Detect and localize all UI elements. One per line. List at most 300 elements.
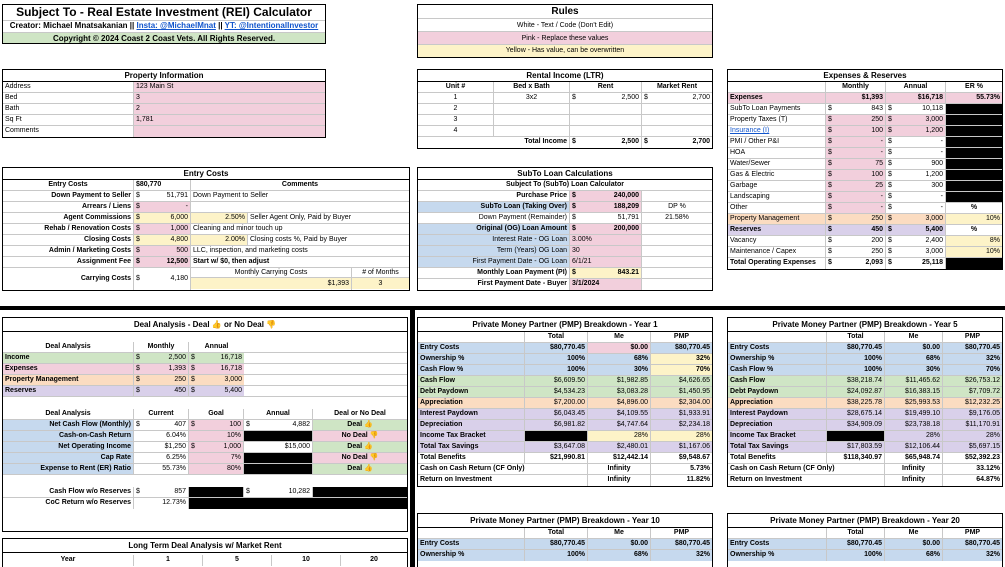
market-rent-field[interactable]: [642, 126, 712, 136]
exp-annual: [886, 247, 946, 257]
amount: -: [880, 193, 883, 200]
pmi-field[interactable]: [826, 137, 886, 147]
rental-header: Bed x Bath: [494, 82, 570, 92]
lt-header: 20: [370, 556, 378, 563]
exp-annual: [886, 203, 946, 213]
dollar-sign: $: [828, 138, 832, 145]
maintenance-pct-field[interactable]: 10%: [946, 247, 1002, 257]
unit-number: 1: [418, 93, 494, 103]
pmp-me: Infinity: [885, 464, 943, 474]
months-header: # of Months: [352, 268, 409, 278]
pmp-me: Infinity: [885, 475, 943, 486]
market-rent-field[interactable]: [642, 93, 712, 103]
entry-comment[interactable]: Start w/ $0, then adjust: [193, 258, 270, 265]
prop-label: Sq Ft: [3, 115, 134, 125]
dollar-sign: $: [888, 204, 892, 211]
deal-label: Expense to Rent (ER) Ratio: [3, 464, 134, 474]
thumbs-down-icon: 👎: [266, 320, 277, 329]
pmp-header: PMP: [964, 333, 981, 340]
dollar-sign: $: [888, 116, 892, 123]
dollar-sign: $: [136, 488, 140, 495]
pmp-total: $17,803.59: [827, 442, 885, 452]
entry-label: Assignment Fee: [3, 257, 134, 267]
deal-label: Net Cash Flow (Monthly): [3, 420, 134, 430]
empty-cell: [418, 332, 525, 342]
admin-field[interactable]: [134, 246, 191, 256]
dollar-sign: $: [828, 215, 832, 222]
rent-field[interactable]: [570, 104, 642, 114]
amount: 250: [871, 116, 883, 123]
pmp-label: Total Tax Savings: [418, 442, 525, 452]
pmp-label: Ownership %: [728, 354, 827, 364]
agent-commission-field[interactable]: [134, 213, 191, 223]
pmp-partner: $80,770.45: [651, 343, 712, 353]
deal-annual: $15,000: [244, 442, 313, 452]
dollar-sign: $: [828, 193, 832, 200]
dollar-sign: $: [888, 237, 892, 244]
gas-field[interactable]: [826, 170, 886, 180]
exp-label: Property Management: [728, 214, 826, 224]
empty-cell: [642, 235, 712, 245]
deal-monthly: [134, 364, 189, 374]
garbage-field[interactable]: [826, 181, 886, 191]
amount: 16,718: [220, 354, 242, 361]
pmp-me: $19,499.10: [885, 409, 943, 419]
closing-costs-field[interactable]: [134, 235, 191, 245]
pmp-me: $25,993.53: [885, 398, 943, 408]
sqft-field[interactable]: 1,781: [134, 115, 325, 125]
entry-comments-header: Comments: [281, 181, 319, 188]
pmp-me: 30%: [885, 365, 943, 375]
exp-annual: [886, 104, 946, 114]
pmp-header: Total: [525, 332, 588, 342]
bath-field[interactable]: 2: [134, 104, 325, 114]
dollar: $: [136, 236, 140, 243]
dollar-sign: $: [888, 248, 892, 255]
pmp-me: $4,747.64: [588, 420, 651, 430]
pmp-partner: $7,709.72: [968, 388, 1000, 395]
pmp-year1-table: [417, 317, 713, 487]
pmp-tax-bracket-partner-field[interactable]: 28%: [651, 431, 712, 441]
exp-monthly: [826, 236, 886, 246]
interest-rate-field[interactable]: 3.00%: [570, 235, 642, 245]
entry-label: Admin / Marketing Costs: [3, 246, 134, 256]
amount: 450: [174, 387, 186, 394]
pmp-partner: $80,770.45: [943, 343, 1002, 353]
exp-monthly: $1,393: [826, 93, 886, 103]
pmp-partner: 32%: [985, 551, 1000, 558]
pmp-partner: 5.73%: [690, 465, 710, 472]
dollar-sign: $: [828, 171, 832, 178]
entry-comment[interactable]: Cleaning and minor touch up: [193, 225, 283, 232]
months-field[interactable]: 3: [352, 278, 409, 289]
exp-annual: [886, 225, 946, 235]
deal-label: Reserves: [3, 386, 134, 396]
dollar-sign: $: [136, 376, 140, 383]
arrears-field[interactable]: [134, 202, 191, 212]
loan-label: Original (OG) Loan Amount: [418, 224, 570, 234]
pmp-total: $80,770.45: [827, 539, 885, 549]
exp-label: Landscaping: [728, 192, 826, 202]
pmp-label: Total Tax Savings: [728, 442, 827, 452]
hoa-field[interactable]: [826, 148, 886, 158]
dollar-sign: $: [136, 387, 140, 394]
pmp-partner: 32%: [985, 355, 1000, 362]
blacked-out-cell: [313, 487, 407, 497]
unit-number: 4: [418, 126, 494, 136]
pmp-partner: $52,392.23: [964, 454, 1000, 461]
deal-analysis-table: [2, 317, 408, 532]
pmp-me: 30%: [588, 365, 651, 375]
amount: 4,882: [292, 421, 310, 428]
long-term-analysis-table: [2, 538, 408, 567]
blacked-out-cell: [946, 115, 1002, 125]
pmp-me: 68%: [885, 354, 943, 364]
amount: -: [940, 138, 943, 145]
amount: 100: [871, 127, 883, 134]
goal-cap-rate-field[interactable]: 7%: [189, 453, 244, 463]
unit-number: 2: [418, 104, 494, 114]
og-payment-date-field[interactable]: 6/1/21: [570, 257, 642, 267]
other-pct: %: [970, 204, 978, 211]
exp-label: Other: [728, 203, 826, 213]
og-loan-field[interactable]: [570, 224, 642, 234]
pmp-partner: 28%: [943, 431, 1002, 441]
water-field[interactable]: [826, 159, 886, 169]
pmp-total: $28,675.14: [827, 409, 885, 419]
total-rent: [570, 137, 642, 148]
pm-pct-field[interactable]: 10%: [946, 214, 1002, 224]
pmp-partner: $5,697.15: [968, 443, 1000, 450]
goal-cashflow-field[interactable]: [189, 420, 244, 430]
amount: 1,200: [925, 127, 943, 134]
pmp-me: Infinity: [588, 475, 651, 486]
dollar-sign: $: [191, 443, 195, 450]
pmp-header: Total: [827, 528, 885, 538]
blacked-out-cell: [946, 192, 1002, 202]
amount: 500: [176, 247, 188, 254]
deal-title-text: Deal Analysis - Deal: [133, 320, 212, 329]
pmp-label: Debt Paydown: [728, 387, 827, 397]
deal-label: Expenses: [3, 364, 134, 374]
dollar-sign: $: [828, 248, 832, 255]
pmp-total: 100%: [525, 354, 588, 364]
pmp-header: Me: [588, 332, 651, 342]
pmp-cashflow-pct-field[interactable]: 70%: [651, 365, 712, 375]
unit-number: 3: [418, 115, 494, 125]
exp-annual: [886, 148, 946, 158]
monthly-payment-field[interactable]: [570, 268, 642, 278]
pmp-label: Cash Flow: [728, 376, 827, 386]
pmp-total: $38,225.78: [827, 398, 885, 408]
pmp-partner: $80,770.45: [674, 540, 710, 547]
reserves-pct: %: [946, 225, 1002, 235]
pmp-total: $6,043.45: [525, 409, 588, 419]
deal-label: Net Operating Income: [3, 442, 134, 452]
pmp-me: $4,109.55: [588, 409, 651, 419]
empty-cell: [642, 268, 712, 278]
pmp-tax-bracket-me-field[interactable]: 28%: [588, 431, 651, 441]
deal-verdict: No Deal 👎: [313, 453, 407, 463]
dollar-sign: $: [888, 182, 892, 189]
entry-value: [134, 191, 191, 201]
bed-bath-field[interactable]: 3x2: [494, 93, 570, 103]
amount: 2,500: [168, 354, 186, 361]
amount: 100: [871, 171, 883, 178]
pmp-me: 68%: [588, 550, 651, 561]
loan-label: First Payment Date - OG Loan: [418, 257, 570, 267]
dollar-sign: $: [888, 105, 892, 112]
exp-annual: [886, 137, 946, 147]
exp-annual: [886, 115, 946, 125]
exp-label: Total Operating Expenses: [728, 258, 826, 269]
purchase-price-field[interactable]: [570, 191, 642, 201]
amount: 2,093: [865, 259, 883, 266]
empty-cell: [728, 332, 827, 342]
prop-label: Bath: [3, 104, 134, 114]
empty-cell: [642, 257, 712, 267]
deal-annual: [189, 353, 244, 363]
loan-label: Down Payment (Remainder): [418, 213, 570, 223]
pmp-me: $11,465.62: [885, 376, 943, 386]
dollar-sign: $: [828, 127, 832, 134]
rent-field[interactable]: [570, 115, 642, 125]
pmp-me-entry-field[interactable]: $0.00: [588, 343, 651, 353]
goal-coc-field[interactable]: 10%: [189, 431, 244, 441]
deal-annual: [189, 364, 244, 374]
monthly-carry-field[interactable]: $1,393: [191, 278, 351, 289]
deal-header: Deal Analysis: [3, 409, 134, 419]
blacked-out-cell: [946, 181, 1002, 191]
blacked-out-cell: [946, 126, 1002, 136]
empty-cell: [728, 528, 827, 538]
rent-field[interactable]: [570, 126, 642, 136]
pmp-partner: 70%: [985, 366, 1000, 373]
pmp-header: Me: [588, 528, 651, 538]
dollar-sign: $: [828, 259, 832, 266]
vacancy-pct-field[interactable]: 8%: [946, 236, 1002, 246]
deal-verdict: Deal 👍: [313, 442, 407, 452]
pmp-total: $6,981.82: [525, 420, 588, 430]
pmp-partner: $11,170.91: [965, 421, 1000, 428]
loan-label: Monthly Loan Payment (PI): [418, 268, 570, 278]
entry-title: Entry Costs: [3, 168, 409, 180]
pmp-me: $2,480.01: [588, 442, 651, 452]
insurance-link[interactable]: Insurance (I): [728, 126, 826, 136]
insta-link[interactable]: Insta: @MichaelMnat: [136, 21, 216, 30]
exp-annual: [886, 236, 946, 246]
subto-loan-table: [417, 167, 713, 291]
amount: 1,000: [223, 443, 241, 450]
pmp-title: Private Money Partner (PMP) Breakdown - Year 10: [418, 514, 712, 528]
subto-loan-field[interactable]: [570, 202, 642, 212]
pmp-label: Ownership %: [418, 550, 525, 561]
deal-label: Cap Rate: [3, 453, 134, 463]
amount: -: [185, 203, 188, 210]
empty-cell: [642, 224, 712, 234]
dollar: $: [136, 258, 140, 265]
carrying-value: [134, 268, 191, 290]
empty-cell: [728, 82, 826, 92]
pmp-me: 28%: [885, 431, 943, 441]
pmp-me: $16,383.15: [885, 387, 943, 397]
entry-comment[interactable]: LLC, inspection, and marketing costs: [193, 247, 308, 254]
rental-header: Market Rent: [656, 83, 698, 90]
closing-pct-field[interactable]: 2.00%: [191, 235, 248, 245]
amount: 250: [871, 215, 883, 222]
amount: 5,400: [925, 226, 943, 233]
pmp-label: Interest Paydown: [418, 409, 525, 419]
prop-label: Address: [3, 82, 134, 92]
dollar-sign: $: [828, 182, 832, 189]
exp-label: Water/Sewer: [728, 159, 826, 169]
comments-field[interactable]: [134, 126, 325, 137]
lt-header: 5: [203, 555, 272, 566]
pmp-label: Cash Flow %: [728, 365, 827, 375]
rehab-field[interactable]: [134, 224, 191, 234]
blacked-out-cell: [189, 498, 407, 509]
dollar-sign: $: [828, 226, 832, 233]
dollar-sign: $: [191, 354, 195, 361]
entry-label: Rehab / Renovation Costs: [3, 224, 134, 234]
deal-monthly: [134, 375, 189, 385]
market-rent-field[interactable]: [642, 115, 712, 125]
cf-no-reserves-annual: [244, 487, 313, 497]
blacked-out-cell: [525, 431, 588, 441]
rent-field[interactable]: [570, 93, 642, 103]
goal-er-field[interactable]: 80%: [189, 464, 244, 474]
pmp-total: 100%: [525, 365, 588, 375]
entry-comment[interactable]: Closing costs %, Paid by Buyer: [250, 236, 348, 243]
dollar-sign: $: [888, 193, 892, 200]
amount: -: [940, 149, 943, 156]
app-title: Subject To - Real Estate Investment (REI) Calculator: [16, 5, 312, 19]
pmp-label: Ownership %: [728, 550, 827, 561]
blacked-out-cell: [827, 431, 885, 441]
pmp-label: Entry Costs: [728, 343, 827, 353]
pmp-label: Entry Costs: [418, 343, 525, 353]
landscaping-field[interactable]: [826, 192, 886, 202]
deal-header: Deal Analysis: [3, 342, 134, 352]
amount: -: [880, 138, 883, 145]
pmp-ownership-field[interactable]: 32%: [651, 354, 712, 364]
rule-pink: Pink - Replace these values: [418, 32, 712, 45]
exp-label: Vacancy: [728, 236, 826, 246]
insurance-field[interactable]: [826, 126, 886, 136]
down-payment-value: [570, 213, 642, 223]
deal-annual: [244, 420, 313, 430]
exp-label: HOA: [728, 148, 826, 158]
dollar-sign: $: [888, 226, 892, 233]
empty-cell: [642, 279, 712, 290]
bed-bath-field[interactable]: [494, 126, 570, 136]
dollar-sign: $: [246, 488, 250, 495]
amount: 188,209: [613, 203, 639, 210]
dollar-sign: $: [191, 421, 195, 428]
pmp-title: Private Money Partner (PMP) Breakdown - Year 5: [728, 318, 1002, 332]
term-field[interactable]: 30: [570, 246, 642, 256]
pmp-title: Private Money Partner (PMP) Breakdown - Year 1: [418, 318, 712, 332]
assignment-fee-field[interactable]: [134, 257, 191, 267]
property-title: Property Information: [3, 70, 325, 82]
dollar-sign: $: [888, 215, 892, 222]
amount: 250: [174, 376, 186, 383]
market-rent-field[interactable]: [642, 104, 712, 114]
pmp-header: Me: [885, 528, 943, 538]
pmp-label: Cash on Cash Return (CF Only): [728, 464, 885, 474]
pmp-label: Depreciation: [728, 420, 827, 430]
amount: 2,500: [621, 138, 639, 145]
dollar-sign: $: [888, 160, 892, 167]
coc-no-reserves: 12.73%: [134, 498, 189, 509]
pmp-label: Income Tax Bracket: [418, 431, 525, 441]
dp-pct-header: DP %: [668, 203, 686, 210]
amount: 12,500: [166, 258, 188, 265]
amount: 843: [871, 105, 883, 112]
bed-bath-field[interactable]: [494, 104, 570, 114]
amount: 2,700: [692, 94, 710, 101]
amount: 10,282: [288, 488, 310, 495]
deal-current: $1,250: [134, 442, 189, 452]
pmp-partner: $80,770.45: [964, 540, 1000, 547]
entry-comment[interactable]: [191, 202, 409, 212]
dollar-sign: $: [191, 365, 195, 372]
exp-monthly: [826, 258, 886, 269]
dollar-sign: $: [828, 105, 832, 112]
entry-comment[interactable]: Seller Agent Only, Paid by Buyer: [250, 214, 352, 221]
address-field[interactable]: 123 Main St: [134, 82, 325, 92]
section-divider: [410, 306, 415, 567]
agent-pct-field[interactable]: 2.50%: [191, 213, 248, 223]
amount: 450: [871, 226, 883, 233]
entry-label: Agent Commissions: [3, 213, 134, 223]
buyer-payment-date-field[interactable]: 3/1/2024: [570, 279, 642, 290]
deal-label: Income: [3, 353, 134, 363]
deal-current: 6.25%: [134, 453, 189, 463]
taxes-field[interactable]: [826, 115, 886, 125]
blacked-out-cell: [946, 137, 1002, 147]
amount: 2,400: [925, 237, 943, 244]
blacked-out-cell: [189, 487, 244, 497]
pmp-label: Debt Paydown: [418, 387, 525, 397]
bed-bath-field[interactable]: [494, 115, 570, 125]
other-field[interactable]: [826, 203, 886, 213]
lt-header: 10: [272, 555, 341, 566]
deal-verdict: Deal 👍: [313, 464, 407, 474]
pmp-total: $80,770.45: [827, 343, 885, 353]
pmp-me: $0.00: [885, 343, 943, 353]
er-pct: 55.73%: [976, 94, 1000, 101]
entry-header: Entry Costs: [3, 180, 134, 190]
amount: -: [940, 204, 943, 211]
goal-noi-field[interactable]: [189, 442, 244, 452]
pmp-total: $38,218.74: [827, 376, 885, 386]
amount: -: [880, 204, 883, 211]
entry-comment[interactable]: Down Payment to Seller: [193, 192, 269, 199]
dollar: $: [136, 225, 140, 232]
deal-monthly: [134, 353, 189, 363]
pmp-label: Appreciation: [728, 398, 827, 408]
lt-header: Year: [3, 555, 134, 566]
deal-annual: [189, 375, 244, 385]
youtube-link[interactable]: YT: @IntentionalInvestor: [224, 21, 319, 30]
bed-field[interactable]: 3: [134, 93, 325, 103]
deal-verdict: Deal 👍: [313, 420, 407, 430]
rule-yellow: Yellow - Has value, can be overwritten: [418, 45, 712, 57]
deal-title: [3, 318, 407, 332]
amount: 6,000: [170, 214, 188, 221]
dollar: $: [644, 138, 648, 145]
